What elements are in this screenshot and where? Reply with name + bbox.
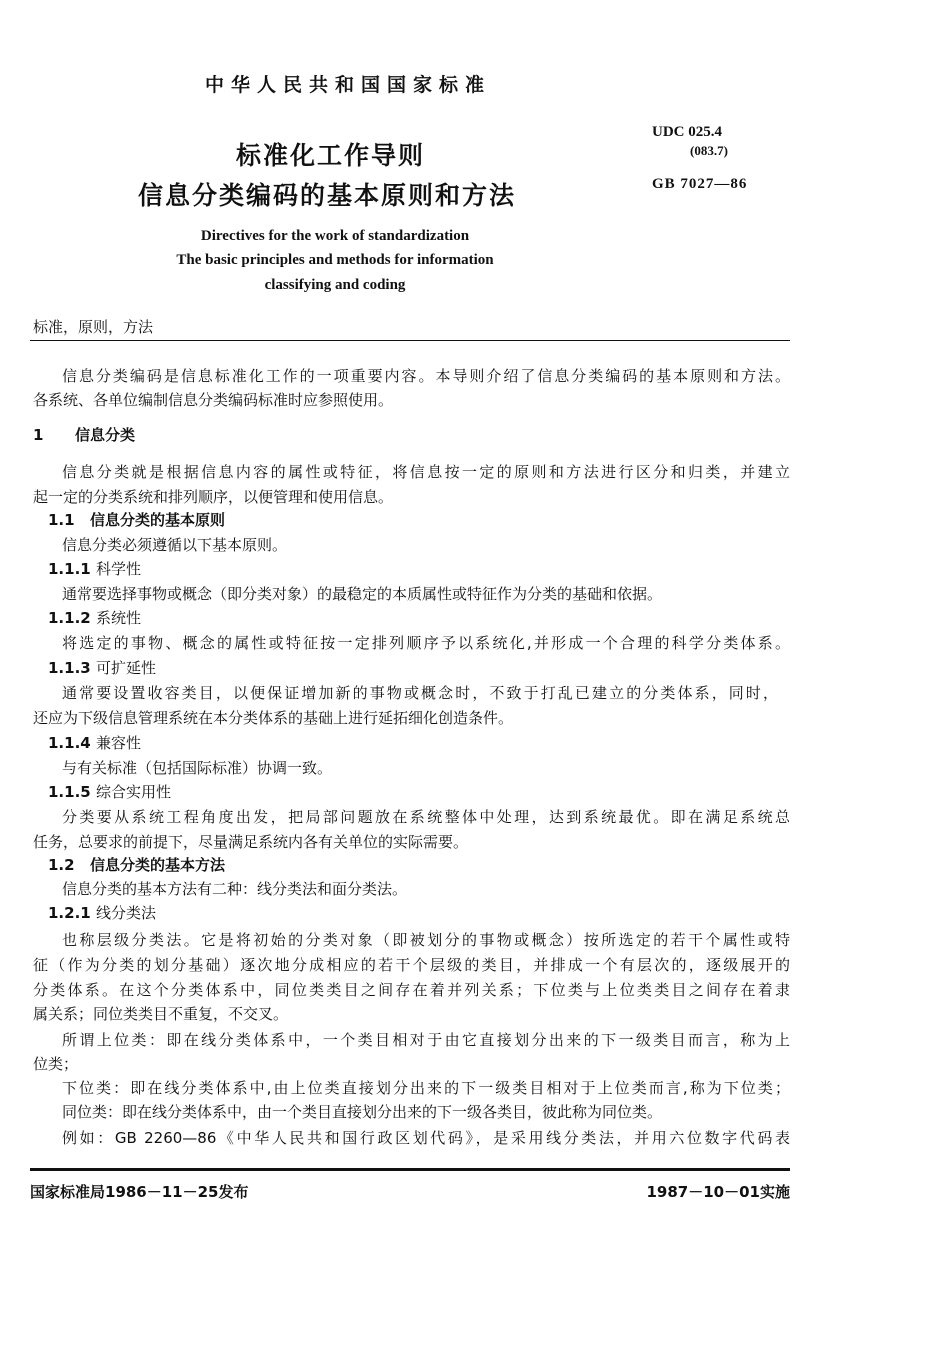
section-title: 兼容性 <box>96 734 142 752</box>
udc-subcode: (083.7) <box>690 143 728 158</box>
body-line: 分类体系。在这个分类体系中，同位类类目之间存在着并列关系；下位类与上位类类目之间存在着隶 <box>33 981 790 999</box>
section-number: 1.2.1 <box>48 904 91 922</box>
body-line: 将选定的事物、概念的属性或特征按一定排列顺序予以系统化,并形成一个合理的科学分类体系。 <box>62 634 790 652</box>
body-line: 所谓上位类：即在线分类体系中，一个类目相对于由它直接划分出来的下一级类目而言，称为上 <box>62 1031 790 1049</box>
body-line: 分类要从系统工程角度出发，把局部问题放在系统整体中处理，达到系统最优。即在满足系统总 <box>62 808 790 826</box>
body-line: 信息分类就是根据信息内容的属性或特征，将信息按一定的原则和方法进行区分和归类，并建立 <box>62 463 790 481</box>
section-heading <box>48 733 141 753</box>
body-line: 与有关标准（包括国际标准）协调一致。 <box>62 759 333 777</box>
section-title: 信息分类 <box>75 426 136 444</box>
intro-line: 各系统、各单位编制信息分类编码标准时应参照使用。 <box>33 391 394 409</box>
section-number: 1.1.4 <box>48 734 91 752</box>
body-line: 任务，总要求的前提下，尽量满足系统内各有关单位的实际需要。 <box>33 833 469 851</box>
section-heading <box>48 782 171 802</box>
body-line: 通常要选择事物或概念（即分类对象）的最稳定的本质属性或特征作为分类的基础和依据。 <box>62 585 663 603</box>
intro-line: 信息分类编码是信息标准化工作的一项重要内容。本导则介绍了信息分类编码的基本原则和方法。 <box>62 367 790 385</box>
section-heading <box>48 855 225 875</box>
section-title: 综合实用性 <box>96 783 172 801</box>
body-line: 还应为下级信息管理系统在本分类体系的基础上进行延拓细化创造条件。 <box>33 709 514 727</box>
section-heading <box>48 903 156 923</box>
section-title: 可扩延性 <box>96 659 157 677</box>
section-heading <box>33 425 135 445</box>
body-line: 位类； <box>33 1055 79 1073</box>
standard-type-title: 中华人民共和国国家标准 <box>205 74 492 96</box>
section-title: 系统性 <box>96 609 142 627</box>
body-line: 起一定的分类系统和排列顺序，以便管理和使用信息。 <box>33 488 394 506</box>
section-number: 1.1.5 <box>48 783 91 801</box>
section-title: 信息分类的基本方法 <box>90 856 226 874</box>
body-line: 例如：GB 2260—86《中华人民共和国行政区划代码》，是采用线分类法，并用六位数字代码表 <box>62 1129 790 1147</box>
section-number: 1 <box>33 426 44 444</box>
section-title: 线分类法 <box>96 904 157 922</box>
section-number: 1.2 <box>48 856 75 874</box>
english-title-line: classifying and coding <box>264 277 406 293</box>
document-title-line-2: 信息分类编码的基本原则和方法 <box>138 181 517 210</box>
document-title-line-1: 标准化工作导则 <box>236 141 426 170</box>
body-line: 征（作为分类的划分基础）逐次地分成相应的若干个层级的类目，并排成一个有层次的，逐级展开的 <box>33 956 790 974</box>
section-title: 科学性 <box>96 560 142 578</box>
effective-date: 1987－10－01实施 <box>646 1183 790 1201</box>
issue-date: 国家标准局1986－11－25发布 <box>30 1183 249 1201</box>
body-line: 下位类：即在线分类体系中,由上位类直接划分出来的下一级类目相对于上位类而言,称为下位类； <box>62 1079 790 1097</box>
section-title: 信息分类的基本原则 <box>90 511 226 529</box>
footer-divider <box>30 1168 790 1171</box>
english-title-line: Directives for the work of standardization <box>200 228 470 244</box>
section-heading <box>48 510 225 530</box>
body-line: 属关系；同位类类目不重复，不交叉。 <box>33 1005 289 1023</box>
body-line: 同位类：即在线分类体系中，由一个类目直接划分出来的下一级各类目，彼此称为同位类。 <box>62 1103 663 1121</box>
body-line: 通常要设置收容类目，以便保证增加新的事物或概念时，不致于打乱已建立的分类体系，同时， <box>62 684 778 702</box>
gb-number: GB 7027—86 <box>652 176 748 192</box>
section-number: 1.1 <box>48 511 75 529</box>
section-number: 1.1.2 <box>48 609 91 627</box>
keywords: 标准，原则，方法 <box>33 318 154 336</box>
udc-code: UDC 025.4 <box>652 124 722 140</box>
section-heading <box>48 559 141 579</box>
english-title-line: The basic principles and methods for information <box>176 252 494 268</box>
header-divider <box>30 340 790 341</box>
section-number: 1.1.1 <box>48 560 91 578</box>
body-line: 也称层级分类法。它是将初始的分类对象（即被划分的事物或概念）按所选定的若干个属性或特 <box>62 931 790 949</box>
body-line: 信息分类必须遵循以下基本原则。 <box>62 536 288 554</box>
section-heading <box>48 608 141 628</box>
section-heading <box>48 658 156 678</box>
section-number: 1.1.3 <box>48 659 91 677</box>
body-line: 信息分类的基本方法有二种：线分类法和面分类法。 <box>62 880 408 898</box>
